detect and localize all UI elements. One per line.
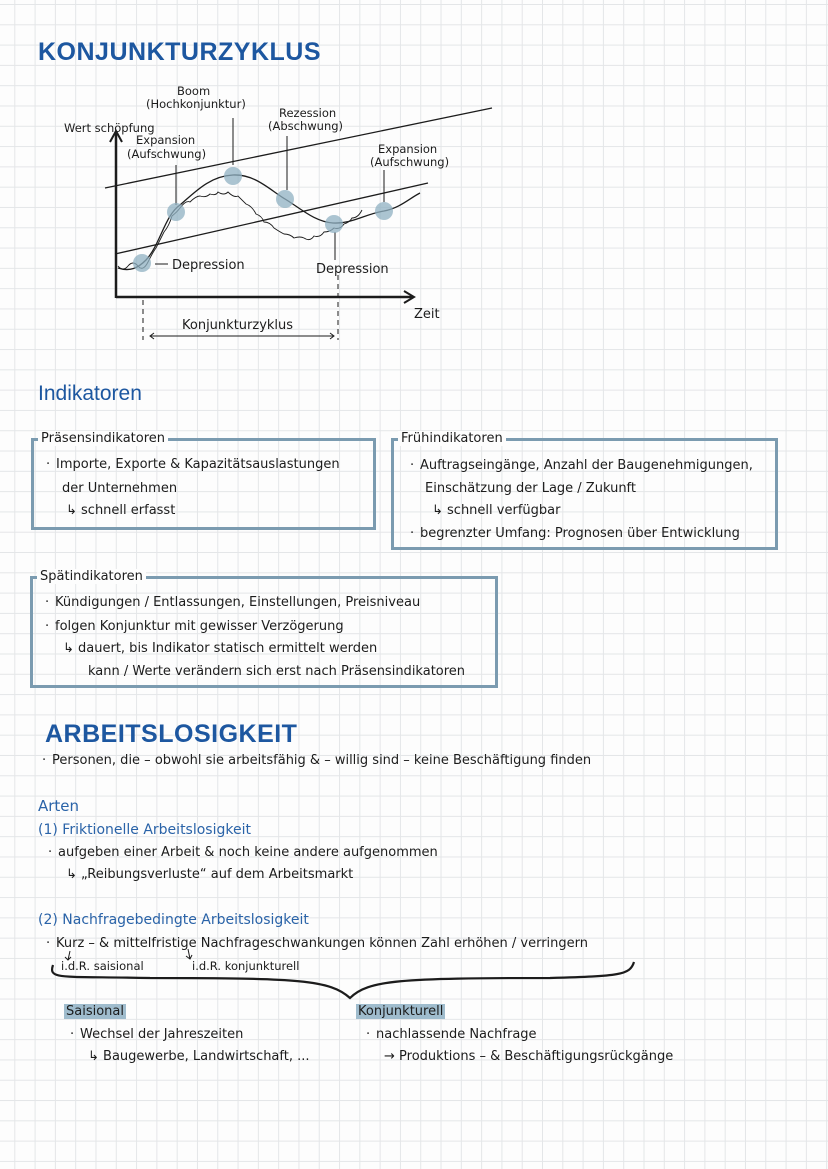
boom-label: Boom <box>177 84 211 98</box>
list-item: Einschätzung der Lage / Zukunft <box>425 481 637 496</box>
list-item: Kündigungen / Entlassungen, Einstellungen, Preisniveau <box>55 595 421 610</box>
demand-heading: (2) Nachfragebedingte Arbeitslosigkeit <box>38 912 309 928</box>
list-item: ↳ „Reibungsverluste“ auf dem Arbeitsmarkt <box>66 867 354 882</box>
expansion-label: Expansion <box>136 133 196 147</box>
list-item: ↳ dauert, bis Indikator statisch ermittelt werden <box>63 641 378 656</box>
depression-marker <box>325 215 343 233</box>
list-item: ↳ schnell verfügbar <box>432 503 561 518</box>
boom-sub-label: (Hochkonjunktur) <box>146 97 246 111</box>
list-item: der Unternehmen <box>62 481 178 496</box>
cycle-curve <box>118 175 420 270</box>
recession-label: Rezession <box>279 106 337 120</box>
list-item: Auftragseingänge, Anzahl der Baugenehmigungen, <box>420 458 753 473</box>
expansion-marker <box>167 203 185 221</box>
depression-marker <box>133 254 151 272</box>
indicators-heading: Indikatoren <box>38 382 142 405</box>
expansion-label-2: Expansion <box>378 142 438 156</box>
x-axis-label: Zeit <box>414 307 440 322</box>
list-item: begrenzter Umfang: Prognosen über Entwicklung <box>420 526 740 541</box>
note-cyclical: i.d.R. konjunkturell <box>192 959 300 973</box>
expansion-sub-label-2: (Aufschwung) <box>370 155 450 169</box>
early-indicators-box: Frühindikatoren · Auftragseingänge, Anzahl der Baugenehmigungen, Einschätzung der Lage / Zukunft ↳ schnell verfügbar · begrenzter Umfang: Prognosen über Entwicklung <box>391 438 778 550</box>
business-cycle-diagram <box>0 0 828 360</box>
frictional-heading: (1) Friktionelle Arbeitslosigkeit <box>38 822 251 838</box>
unemployment-heading: ARBEITSLOSIGKEIT <box>45 720 298 748</box>
cycle-label: Konjunkturzyklus <box>182 318 294 333</box>
seasonal-label: Saisional <box>66 1004 124 1019</box>
boom-marker <box>224 167 242 185</box>
depression-label: Depression <box>172 258 245 273</box>
late-indicators-box: Spätindikatoren · Kündigungen / Entlassungen, Einstellungen, Preisniveau · folgen Konjunktur mit gewisser Verzögerung ↳ dauert, bis Indikator statisch ermittelt werden kann / Werte verändern sich erst nach Präsensindikatoren <box>30 576 498 688</box>
box-label: Spätindikatoren <box>37 569 146 584</box>
recession-marker <box>276 190 294 208</box>
page-title: KONJUNKTURZYKLUS <box>38 38 321 66</box>
depression-label-2: Depression <box>316 262 389 277</box>
box-label: Präsensindikatoren <box>38 431 168 446</box>
y-axis-label: Wert schöpfung <box>64 121 155 135</box>
cyclical-label: Konjunkturell <box>358 1004 444 1019</box>
list-item: folgen Konjunktur mit gewisser Verzögerung <box>55 619 344 634</box>
list-item: Kurz – & mittelfristige Nachfrageschwankungen können Zahl erhöhen / verringern <box>56 936 588 951</box>
list-item: ↳ Baugewerbe, Landwirtschaft, ... <box>88 1049 310 1064</box>
present-indicators-box: Präsensindikatoren · Importe, Exporte & Kapazitätsauslastungen der Unternehmen ↳ schnell erfasst <box>31 438 376 530</box>
list-item: → Produktions – & Beschäftigungsrückgänge <box>384 1049 674 1064</box>
list-item: Importe, Exporte & Kapazitätsauslastungen <box>56 457 340 472</box>
expansion-marker <box>375 202 393 220</box>
list-item: nachlassende Nachfrage <box>376 1027 537 1042</box>
box-label: Frühindikatoren <box>398 431 506 446</box>
curly-brace <box>0 940 700 1010</box>
types-heading: Arten <box>38 797 80 815</box>
list-item: kann / Werte verändern sich erst nach Präsensindikatoren <box>88 664 466 679</box>
expansion-sub-label: (Aufschwung) <box>127 147 207 161</box>
recession-sub-label: (Abschwung) <box>268 119 344 133</box>
definition-text: Personen, die – obwohl sie arbeitsfähig & – willig sind – keine Beschäftigung finden <box>52 753 592 768</box>
list-item: ↳ schnell erfasst <box>66 503 176 518</box>
list-item: Wechsel der Jahreszeiten <box>80 1027 244 1042</box>
list-item: aufgeben einer Arbeit & noch keine andere aufgenommen <box>58 845 438 860</box>
note-seasonal: i.d.R. saisional <box>61 959 144 973</box>
